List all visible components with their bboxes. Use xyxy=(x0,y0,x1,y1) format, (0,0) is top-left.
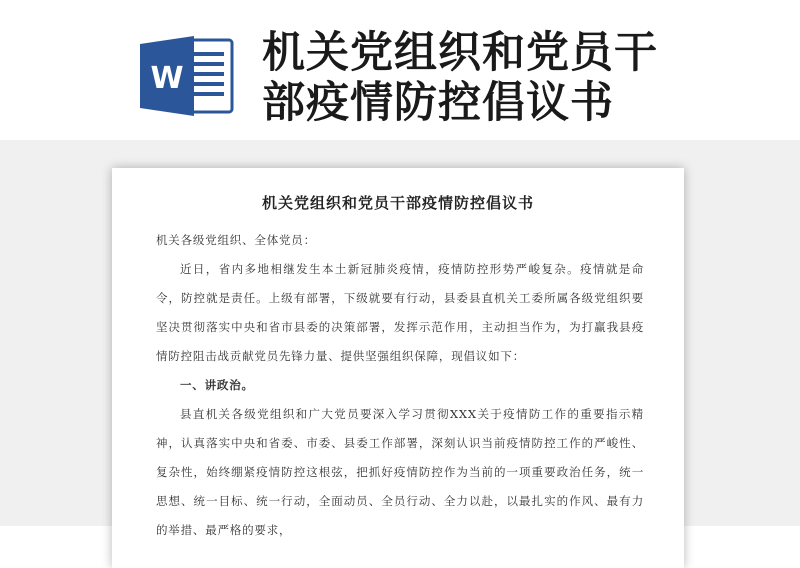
section-1-body: 县直机关各级党组织和广大党员要深入学习贯彻XXX关于疫情防工作的重要指示精神，认真落实中央和省委、市委、县委工作部署，深刻认识当前疫情防控工作的严峻性、复杂性，始终绷紧疫情防控这根弦，把抓好疫情防控作为当前的一项重要政治任务，统一思想、统一目标、统一行动，全面动员、全员行动、全力以赴，以最扎实的作风、最有力的举措、最严格的要求， xyxy=(156,407,644,537)
header-banner xyxy=(0,0,800,140)
document-page xyxy=(112,168,684,568)
word-logo-letter: W xyxy=(150,61,184,96)
document-title: 机关党组织和党员干部疫情防控倡议书 xyxy=(261,194,534,212)
word-document-icon xyxy=(136,34,236,118)
salutation: 机关各级党组织、全体党员： xyxy=(156,233,316,247)
page-title-line-2: 部疫情防控倡议书 xyxy=(262,78,614,128)
intro-paragraph: 近日，省内多地相继发生本土新冠肺炎疫情，疫情防控形势严峻复杂。疫情就是命令，防控就是责任。上级有部署，下级就要有行动，县委县直机关工委所属各级党组织要坚决贯彻落实中央和省市县委的决策部署，发挥示范作用，主动担当作为，为打赢我县疫情防控阻击战贡献党员先锋力量、提供坚强组织保障，现倡议如下： xyxy=(156,262,644,363)
section-1-heading: 一、讲政治。 xyxy=(180,378,254,392)
page-title-line-1: 机关党组织和党员干 xyxy=(262,28,658,78)
page-title xyxy=(262,28,782,128)
